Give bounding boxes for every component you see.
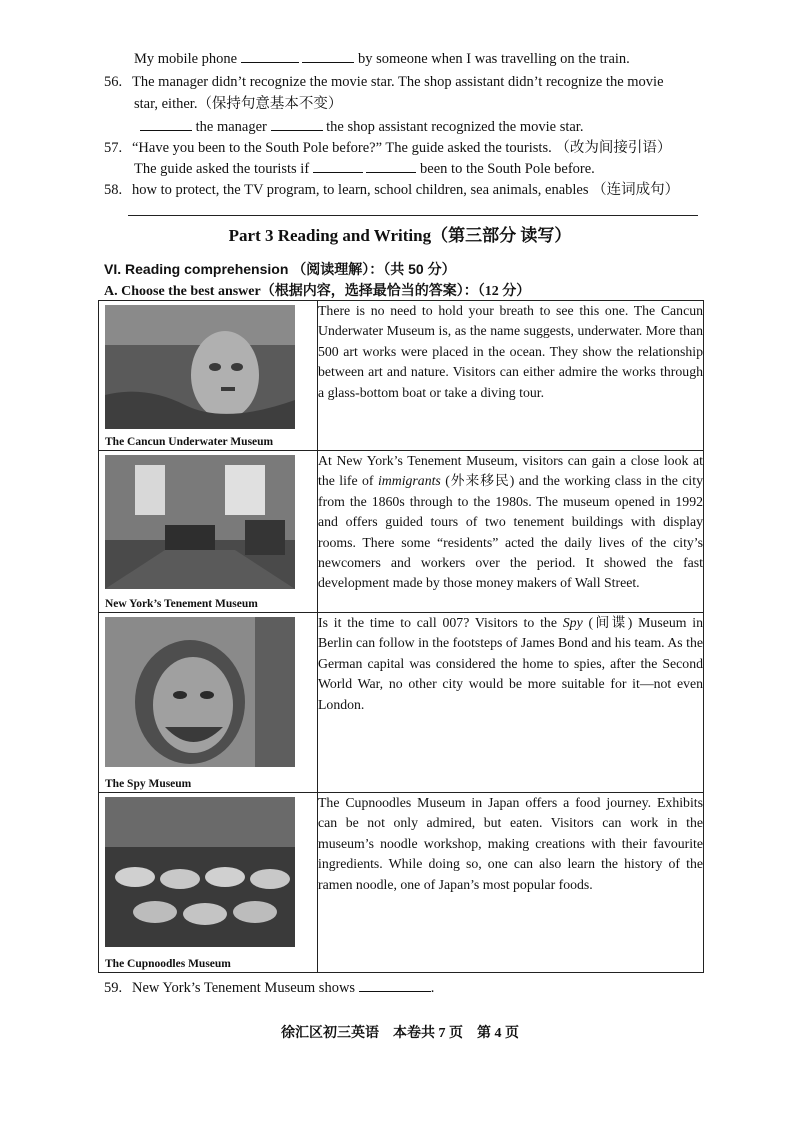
table-row <box>99 793 704 973</box>
museum-description: At New York’s Tenement Museum, visitors can gain a close look at the life of immigrants (外来移民) and the working class in the city from the 1860s through to the 1980s. The museum opened in 1992 and offers guided tours of two tenement buildings with display rooms. There some “residents” acted the daily lives of the city’s newcomers and workers over the period. It showed the fast development made by those money makers of Wall Street. <box>318 451 704 613</box>
spy-museum-photo <box>105 617 295 767</box>
table-row <box>99 301 704 451</box>
q56-line1: 56. The manager didn’t recognize the movie star. The shop assistant didn’t recognize the movie <box>104 74 664 90</box>
answer-blank <box>302 50 354 63</box>
answer-blank <box>359 979 431 992</box>
q58-line1: 58. how to protect, the TV program, to learn, school children, sea animals, enables （连词成句） <box>104 182 680 198</box>
part-title: Part 3 Reading and Writing（第三部分 读写） <box>228 226 572 245</box>
answer-blank <box>313 160 363 173</box>
museum-description: The Cupnoodles Museum in Japan offers a food journey. Exhibits can be not only admired, but eaten. Visitors can work in the museum’s noodle workshop, making creations with their favourite ingredients. While doing so, one can also learn the history of the ramen noodle, one of Japan’s most popular foods. <box>318 793 704 973</box>
photo-caption: New York’s Tenement Museum <box>105 598 258 610</box>
cupnoodles-photo <box>105 797 295 947</box>
section-heading-vi: VI. Reading comprehension （阅读理解）：（共 50 分） <box>104 261 456 277</box>
answer-blank <box>271 118 323 131</box>
q57-line2: The guide asked the tourists if been to the South Pole before. <box>134 161 595 177</box>
page-footer: 徐汇区初三英语 本卷共 7 页 第 4 页 <box>281 1026 519 1041</box>
table-row <box>99 613 704 793</box>
photo-caption: The Spy Museum <box>105 778 192 790</box>
museum-description: There is no need to hold your breath to see this one. The Cancun Underwater Museum is, as the name suggests, underwater. More than 500 art works were placed in the ocean. They show the relationship between art and nature. Visitors can either admire the works through a glass-bottom boat or take a diving tour. <box>318 301 704 451</box>
museum-description: Is it the time to call 007? Visitors to the Spy (间谍) Museum in Berlin can follow in the footsteps of James Bond and his team. As the German capital was considered the home to spies, after the Second World War, no other city would be more suitable for it—not even London. <box>318 613 704 793</box>
photo-caption: The Cupnoodles Museum <box>105 958 231 970</box>
q55-line: My mobile phone by someone when I was travelling on the train. <box>134 51 630 67</box>
section-divider <box>128 215 698 216</box>
museum-table <box>98 300 704 973</box>
q59-line: 59. New York’s Tenement Museum shows . <box>104 980 435 996</box>
q57-line1: 57. “Have you been to the South Pole before?” The guide asked the tourists. （改为间接引语） <box>104 140 672 156</box>
tenement-room-photo <box>105 455 295 589</box>
underwater-sculpture-photo <box>105 305 295 429</box>
answer-blank <box>241 50 299 63</box>
section-heading-a: A. Choose the best answer（根据内容，选择最恰当的答案）：（12 分） <box>104 284 531 299</box>
table-row <box>99 451 704 613</box>
image-cell <box>99 451 318 613</box>
image-cell <box>99 301 318 451</box>
photo-caption: The Cancun Underwater Museum <box>105 436 274 448</box>
q56-line2: star, either.（保持句意基本不变） <box>134 96 343 112</box>
image-cell <box>99 613 318 793</box>
answer-blank <box>366 160 416 173</box>
answer-blank <box>140 118 192 131</box>
q56-line3: the manager the shop assistant recognized the movie star. <box>140 118 583 136</box>
image-cell <box>99 793 318 973</box>
